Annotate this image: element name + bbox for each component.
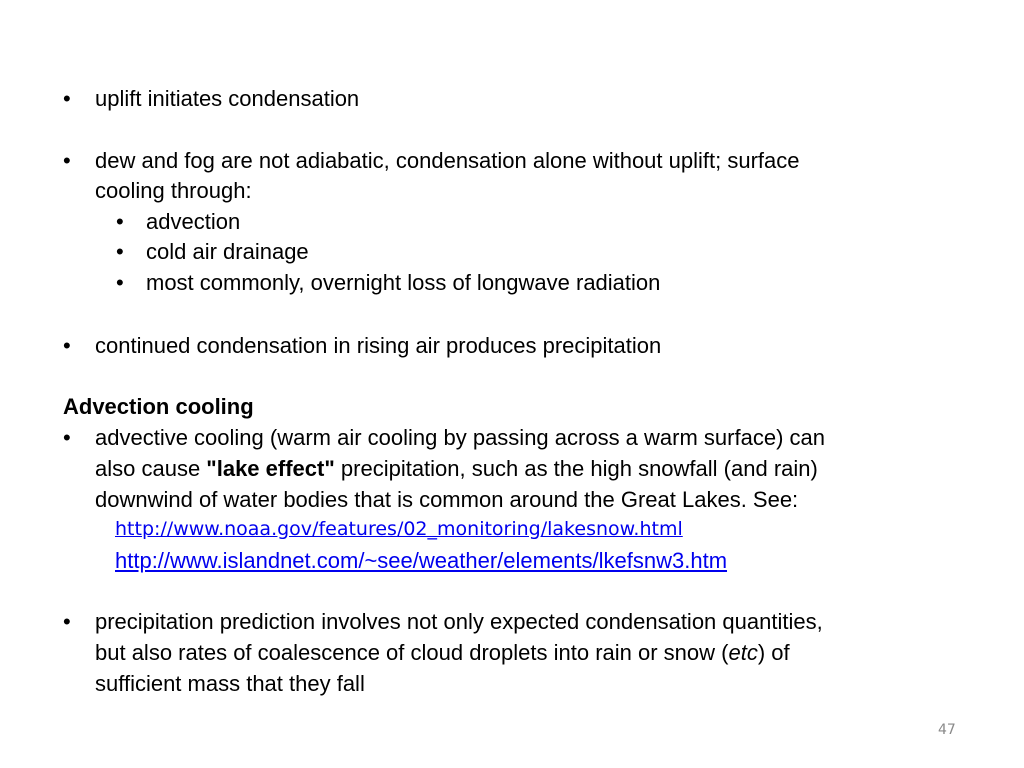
sub-bullet-longwave-radiation: most commonly, overnight loss of longwave radiation [146, 270, 661, 295]
bullet-marker: • [63, 425, 71, 450]
sub-bullet-marker: • [116, 270, 124, 295]
sub-bullet-advection: advection [146, 209, 241, 234]
bullet-dew-fog-text-cont: cooling through: [95, 178, 252, 203]
sub-bullet-cold-air-drainage: cold air drainage [146, 239, 309, 264]
bullet-marker: • [63, 148, 71, 173]
text-segment: ) of [757, 640, 790, 665]
bullet-advective-cooling-text-cont: downwind of water bodies that is common around the Great Lakes. See: [95, 487, 799, 512]
bullet-advective-cooling-text-cont [95, 454, 818, 484]
slide-page-number: 47 [938, 722, 956, 738]
bullet-marker: • [63, 86, 71, 111]
noaa-lakesnow-link[interactable]: http://www.noaa.gov/features/02_monitoring/lakesnow.html [115, 518, 683, 540]
sub-bullet-marker: • [116, 209, 124, 234]
lake-effect-emphasis: "lake effect" [206, 456, 335, 481]
text-segment: but also rates of coalescence of cloud droplets into rain or snow ( [95, 640, 729, 665]
bullet-marker: • [63, 333, 71, 358]
bullet-continued-condensation: continued condensation in rising air produces precipitation [95, 333, 662, 358]
etc-emphasis: etc [728, 640, 758, 665]
text-segment: also cause [95, 456, 207, 481]
section-heading-advection-cooling: Advection cooling [63, 394, 254, 419]
bullet-precipitation-prediction-text-cont: sufficient mass that they fall [95, 671, 365, 696]
text-segment: precipitation, such as the high snowfall (and rain) [334, 456, 818, 481]
bullet-precipitation-prediction-text-cont [95, 638, 790, 668]
bullet-dew-fog-text: dew and fog are not adiabatic, condensation alone without uplift; surface [95, 148, 800, 173]
sub-bullet-marker: • [116, 239, 124, 264]
bullet-advective-cooling-text: advective cooling (warm air cooling by passing across a warm surface) can [95, 425, 825, 450]
bullet-marker: • [63, 609, 71, 634]
islandnet-lake-effect-link[interactable]: http://www.islandnet.com/~see/weather/elements/lkefsnw3.htm [115, 548, 728, 573]
bullet-uplift-text: uplift initiates condensation [95, 86, 360, 111]
bullet-precipitation-prediction-text: precipitation prediction involves not only expected condensation quantities, [95, 609, 823, 634]
